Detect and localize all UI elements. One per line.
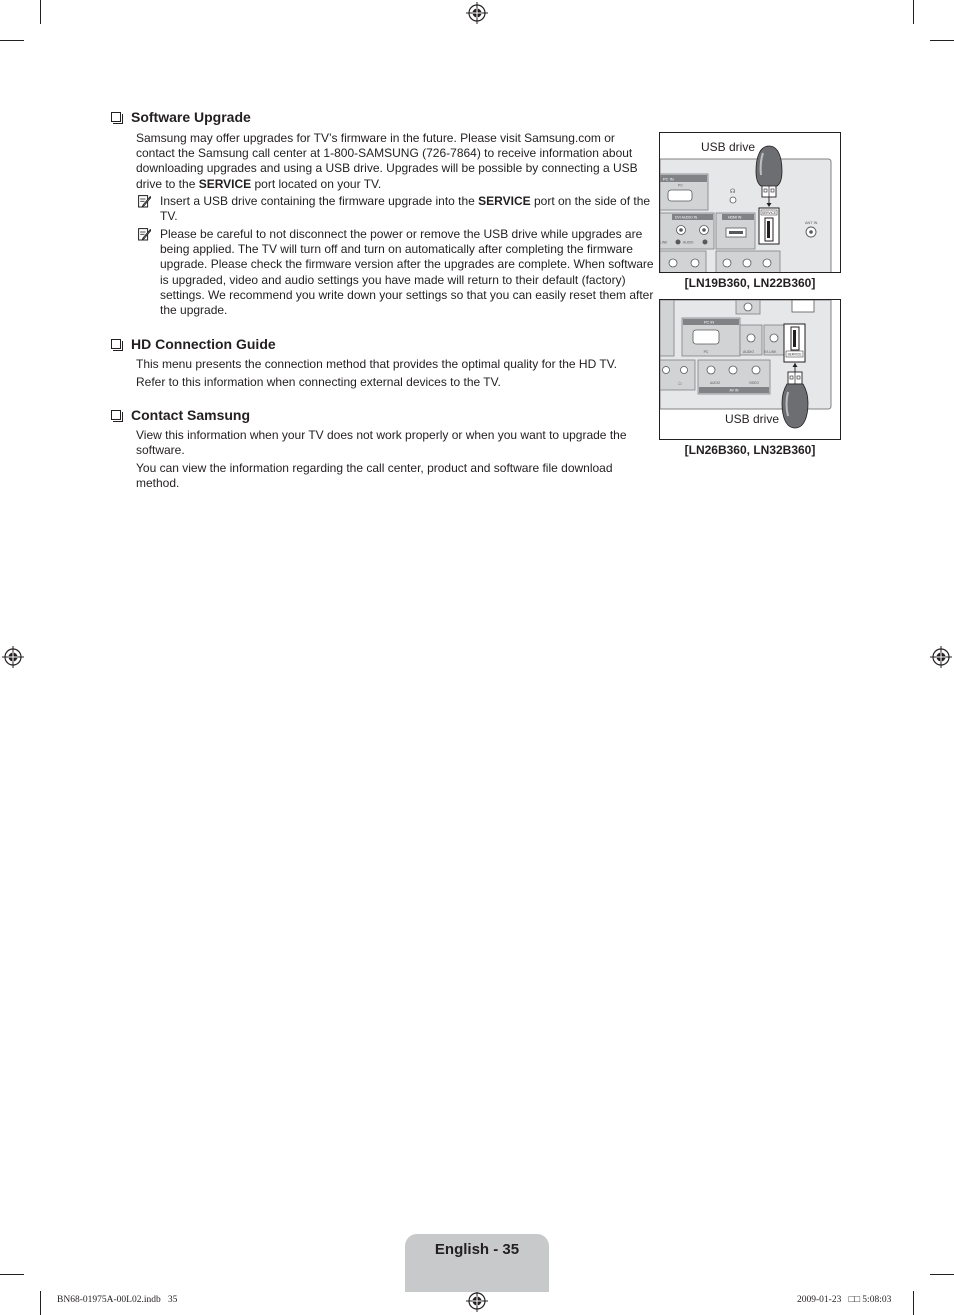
audio-label: AUDIO <box>743 350 755 354</box>
crop-mark-bottom-left-v <box>40 1291 41 1315</box>
hdmi-label: HDMI IN <box>728 215 742 220</box>
tv-rear-panel-illustration <box>660 133 841 273</box>
pc-label: PC <box>703 350 709 354</box>
crop-mark-bottom-left-h <box>0 1274 24 1275</box>
av-in-label: AV IN <box>729 388 739 393</box>
figure-caption: [LN19B360, LN22B360] <box>684 276 816 290</box>
section-heading-hd-connection-guide <box>111 336 276 352</box>
note-do-not-disconnect: Please be careful to not disconnect the power or remove the USB drive while upgrades are being applied. The TV will turn off and turn on automatically after completing the firmware upgrade. Please check the firmware version after the upgrades are complete. When software is upgraded, video and audio settings you have made will return to their default (factory) settings. We recommend you write down your settings so that you can easily reset them after the upgrade. <box>136 227 654 318</box>
figure-usb-service-port-ln19-ln22 <box>659 132 841 273</box>
usb-drive-label: USB drive <box>725 412 780 426</box>
crop-mark-bottom-right-v <box>913 1291 914 1315</box>
hd-connection-paragraph-2: Refer to this information when connecting external devices to the TV. <box>136 375 501 389</box>
contact-samsung-paragraph-1: View this information when your TV does not work properly or when you want to upgrade the software. <box>136 428 627 458</box>
note-pencil-icon <box>138 195 151 208</box>
svg-text:☊: ☊ <box>730 189 736 195</box>
figure-usb-service-port-ln26-ln32 <box>659 299 841 440</box>
crop-mark-bottom-right-h <box>930 1274 954 1275</box>
section-title: Contact Samsung <box>131 407 251 423</box>
crop-mark-top-right-v <box>913 0 914 24</box>
ant-in-label: ANT IN <box>805 221 818 225</box>
checkbox-square-icon <box>111 339 121 349</box>
crop-mark-top-left-v <box>40 0 41 24</box>
registration-mark-icon <box>466 2 488 24</box>
usb-drive-label: USB drive <box>701 140 756 154</box>
footer-file-name: BN68-01975A-00L02.indb 35 <box>57 1295 178 1305</box>
pc-in-label: PC IN <box>704 320 715 325</box>
checkbox-square-icon <box>111 410 121 420</box>
software-upgrade-paragraph: Samsung may offer upgrades for TV’s firmware in the future. Please visit Samsung.com or contact the Samsung call center at 1-800-SAMSUNG (726-7864) to receive information about downloading upgrades and using a USB drive. Upgrades will be possible by connecting a USB drive to the SERVICE port located on your TV. <box>136 131 638 191</box>
page-number-label: English - 35 <box>434 1241 520 1258</box>
registration-mark-icon <box>930 646 952 668</box>
registration-mark-icon <box>466 1290 488 1312</box>
note-pencil-icon <box>138 228 151 241</box>
dvi-audio-label: DVI AUDIO IN <box>675 215 698 220</box>
service-label: SERVICE <box>787 352 802 357</box>
hd-connection-paragraph-1: This menu presents the connection method that provides the optimal quality for the HD TV. <box>136 357 617 371</box>
audio-label: AUDIO <box>683 240 694 245</box>
link-label: LINK <box>660 240 668 245</box>
service-label: SERVICE <box>762 211 776 215</box>
audio-label: AUDIO <box>710 381 721 385</box>
crop-mark-top-right-h <box>930 40 954 41</box>
section-title: HD Connection Guide <box>131 336 276 352</box>
section-heading-contact-samsung <box>111 407 250 423</box>
video-label: VIDEO <box>749 381 759 385</box>
section-title: Software Upgrade <box>131 109 251 125</box>
footer-date: 2009-01-23 □□ 5:08:03 <box>797 1295 892 1305</box>
pc-in-label: PC IN <box>663 176 674 182</box>
note-insert-usb: Insert a USB drive containing the firmware upgrade into the SERVICE port on the side of the TV. <box>136 194 654 224</box>
crop-mark-top-left-h <box>0 40 24 41</box>
registration-mark-icon <box>2 646 24 668</box>
contact-samsung-paragraph-2: You can view the information regarding the call center, product and software file download method. <box>136 461 613 491</box>
ex-link-label: EX-LINK <box>764 350 777 354</box>
pc-label: PC <box>678 183 683 188</box>
checkbox-square-icon <box>111 112 121 122</box>
svg-text:⌂: ⌂ <box>678 381 682 387</box>
section-heading-software-upgrade <box>111 109 251 125</box>
figure-caption: [LN26B360, LN32B360] <box>684 443 816 457</box>
